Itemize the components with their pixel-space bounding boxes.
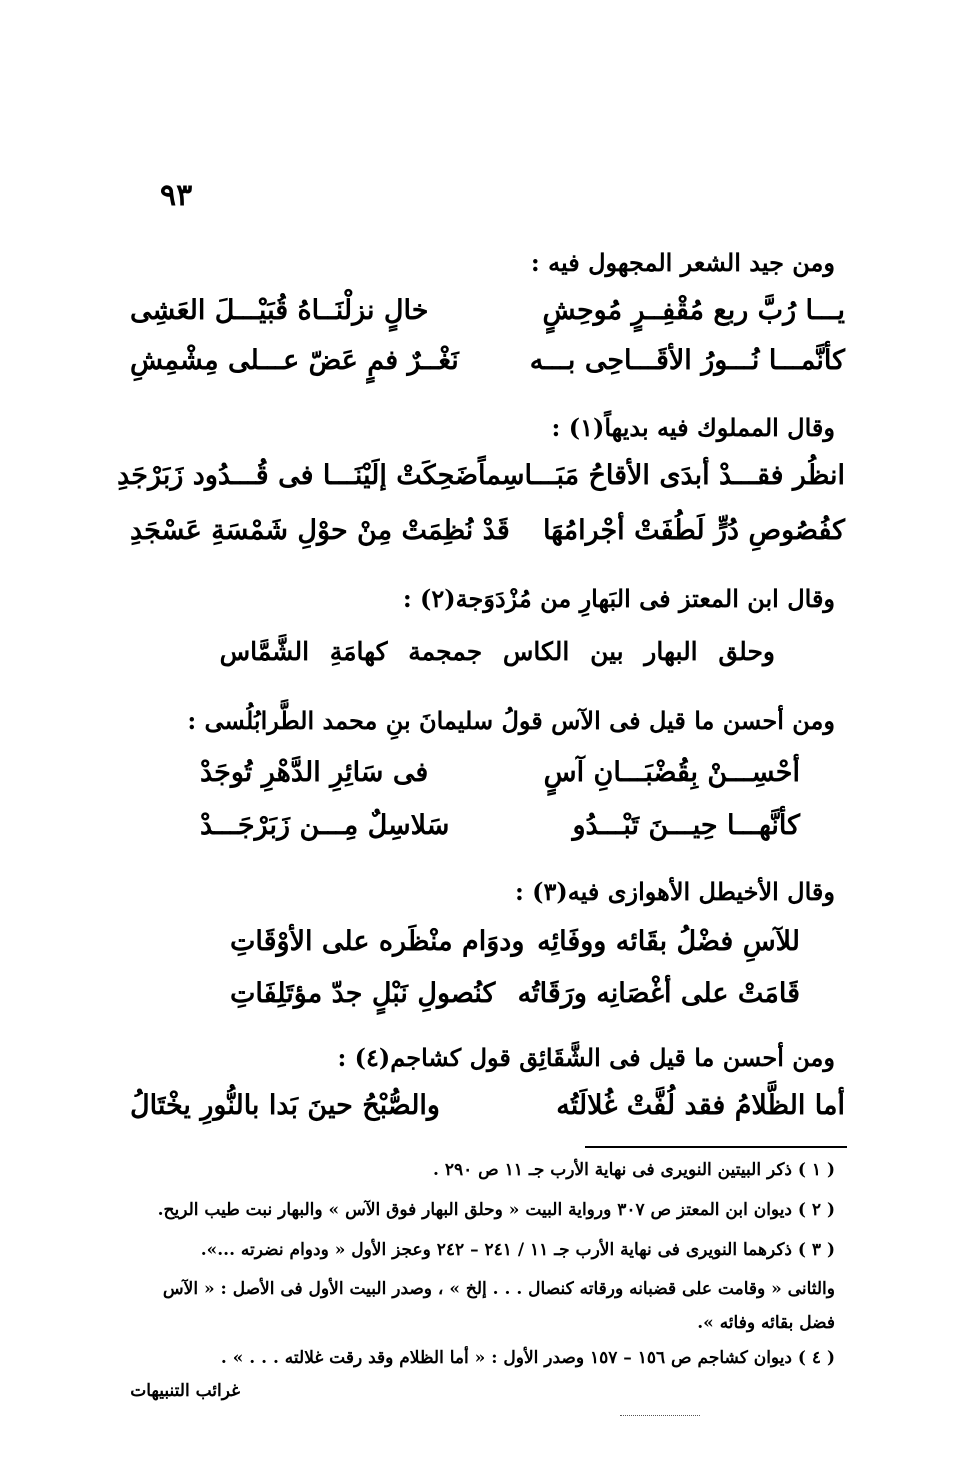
section-intro: ومن أحسن ما قيل فى الآس قولُ سليمانَ بنِ محمد الطَّرابُلُسى :: [187, 706, 835, 735]
verse-first-hemistich: قَامَتْ على أغْصَانِه ورَقَاتُه: [517, 978, 800, 1009]
verse-first-hemistich: كفُصُوصِ دُرٍّ لَطُفَتْ أجْرامُهَا: [542, 515, 845, 546]
section-intro: ومن جيد الشعر المجهول فيه :: [530, 248, 835, 277]
verse-line: [230, 926, 800, 957]
section-intro: ومن أحسن ما قيل فى الشَّقَائِق قول كشاجم(٤) :: [337, 1043, 835, 1072]
footer-rule: [620, 1415, 700, 1416]
verse-second-hemistich: قَدْ نُظِمَتْ مِنْ حوْلِ شَمْسَةِ عَسْجَدِ: [130, 515, 510, 546]
verse-second-hemistich: نَغْــرٌ فمٍ عَضّ عـــلى مِشْمِشِ: [130, 345, 459, 376]
footnote: ( ٤ ) ديوان كشاجم ص ١٥٦ – ١٥٧ وصدر الأول : « أما الظلام وقد رقت غلالته . . . » .: [220, 1348, 835, 1368]
verse-first-hemistich: انظُر فقـــدْ أبدَى الأقاحُ مَبَـــاسِماً: [478, 460, 845, 491]
verse-second-hemistich: ودوَام منْظَره على الأوْقَاتِ: [230, 926, 525, 957]
verse-second-hemistich: كنُصولِ نَبْلٍ جدّ مؤتَلِفَاتِ: [230, 978, 496, 1009]
verse-line: [130, 515, 845, 546]
verse-first-hemistich: أحْسِـــنْ بِقُضْبَـــانِ آسٍ: [543, 757, 800, 788]
section-intro: وقال الأخيطل الأهوازى فيه(٣) :: [514, 877, 835, 906]
verse-second-hemistich: سَلاسِلٌ مِـــن زَبَرْجَـــدْ: [200, 810, 450, 841]
verse-first-hemistich: للآسِ فضْلُ بقَائه ووفَائِه: [537, 926, 800, 957]
verse-line: [230, 978, 800, 1009]
verse-first-hemistich: يـــا رُبَّ ربع مُقْفِــرٍ مُوحِشٍ: [542, 295, 845, 326]
footnote: ( ١ ) ذكر البيتين النويرى فى نهاية الأرب جـ ١١ ص ٢٩٠ .: [433, 1160, 835, 1180]
verse-first-hemistich: أما الظَّلامُ فقد لُفَّتْ غُلالَتُه: [556, 1090, 845, 1121]
section-intro: وقال ابن المعتز فى البَهارِ من مُزْدَوَجة(٢) :: [402, 584, 835, 613]
verse-second-hemistich: والصُّبْحُ حينَ بَدا بالنُّورِ يخْتَالُ: [130, 1090, 440, 1121]
footnote-separator: [585, 1146, 847, 1148]
verse-line: وحلق البهار بين الكاس جمجمة كهامَةِ الشَّمَّاس: [219, 637, 775, 666]
verse-second-hemistich: فى سَائِرِ الدَّهْرِ تُوجَدْ: [200, 757, 429, 788]
verse-second-hemistich: خالٍ نزلْنَــاهُ قُبَيْـــلَ العَشِى: [130, 295, 429, 326]
section-intro: وقال المملوك فيه بديهاً(١) :: [551, 413, 835, 442]
verse-first-hemistich: كأنَّهـــا حِيـــنَ تَبْـــدُو: [572, 810, 800, 841]
footnote-continuation: والثانى « وقامت على قضبانه ورقاته كنصال . . . إلخ » ، وصدر البيت الأول فى الأصل : « الآس فضل بقائه وفائه ».: [162, 1279, 835, 1333]
verse-second-hemistich: ضَحِكَتْ إلَيْنَـــا فى قُـــدُود زَبَرْجَدِ: [117, 460, 479, 491]
verse-line: [130, 1090, 845, 1121]
footnote: ( ٢ ) ديوان ابن المعتز ص ٣٠٧ ورواية البيت « وحلق البهار فوق الآس » والبهار نبت طيب الريح.: [157, 1200, 835, 1220]
verse-line: [200, 810, 800, 841]
verse-line: [117, 460, 845, 491]
verse-first-hemistich: كأنَّمـــا نُـــورُ الأقَـــاحِى بـــه: [529, 345, 845, 376]
book-title-footer: غرائب التنبيهات: [130, 1381, 240, 1401]
page-number: ٩٣: [160, 178, 193, 213]
verse-line: [200, 757, 800, 788]
verse-line: [130, 345, 845, 376]
verse-line: [130, 295, 845, 326]
footnote: ( ٣ ) ذكرهما النويرى فى نهاية الأرب جـ ١١ / ٢٤١ – ٢٤٢ وعجز الأول « ودوام نضرته ...».: [200, 1240, 835, 1260]
